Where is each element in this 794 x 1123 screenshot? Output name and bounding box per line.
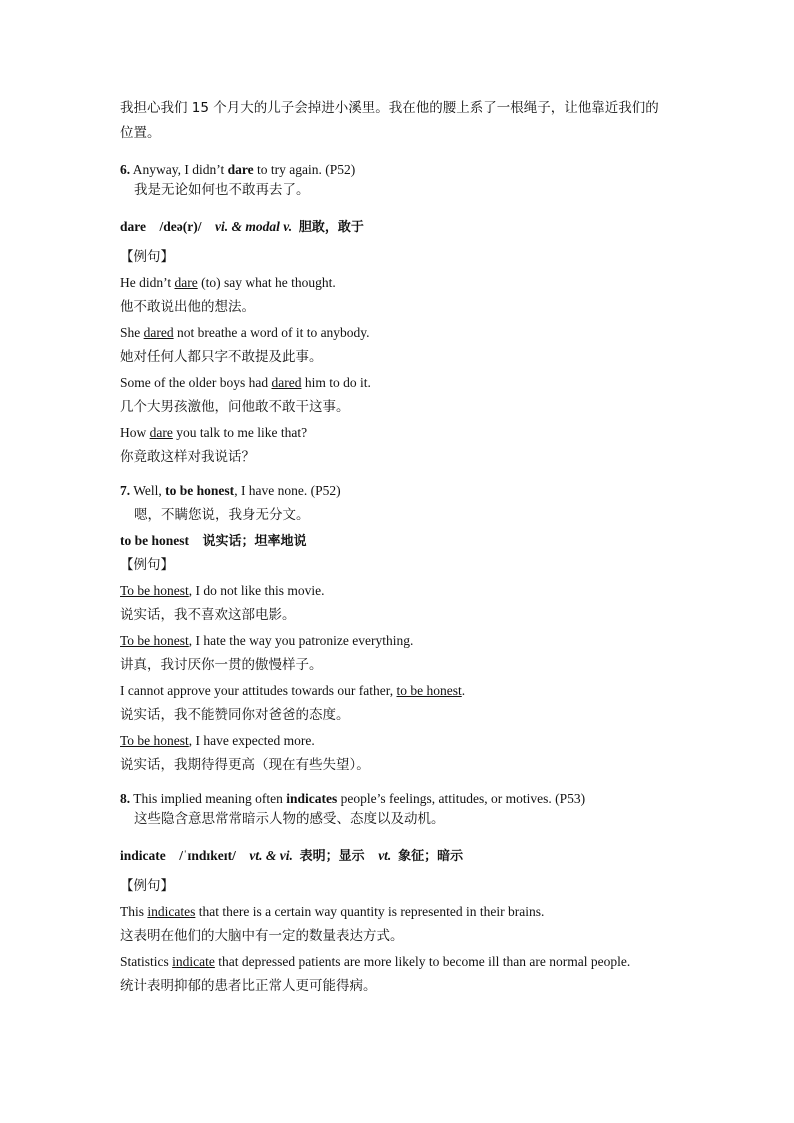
example-en: To be honest, I hate the way you patronize everything. [120, 633, 414, 648]
example-cn: 说实话，我不喜欢这部电影。 [120, 607, 296, 623]
item-6-translation: 我是无论如何也不敢再去了。 [134, 182, 310, 198]
underlined-word: To be honest [120, 733, 189, 748]
example-en: Some of the older boys had dared him to do it. [120, 375, 371, 390]
underlined-word: dared [143, 325, 174, 340]
underlined-word: to be honest [396, 683, 462, 698]
item-8-translation: 这些隐含意思常常暗示人物的感受、态度以及动机。 [134, 811, 445, 827]
underlined-word: To be honest [120, 583, 189, 598]
keyword: dare [227, 162, 254, 177]
keyword: to be honest [165, 483, 235, 498]
vocab-pos: vt. [378, 848, 392, 863]
example-cn: 说实话，我不能赞同你对爸爸的态度。 [120, 707, 350, 723]
example-cn: 他不敢说出他的想法。 [120, 299, 255, 315]
sentence-text: This implied meaning often [130, 791, 287, 806]
example-cn: 说实话，我期待得更高（现在有些失望）。 [120, 757, 370, 773]
example-cn: 她对任何人都只字不敢提及此事。 [120, 349, 323, 365]
document-page [120, 96, 690, 999]
vocab-meaning: 象征；暗示 [398, 849, 464, 864]
sentence-text: Anyway, I didn’t [130, 162, 228, 177]
vocab-meaning: 胆敢，敢于 [298, 220, 364, 235]
vocab-word: to be honest [120, 533, 190, 548]
item-6-vocab [120, 216, 690, 235]
example-en: She dared not breathe a word of it to anybody. [120, 325, 370, 340]
example-cn: 这表明在他们的大脑中有一定的数量表达方式。 [120, 928, 404, 944]
vocab-word: dare [120, 219, 146, 234]
example-label: 【例句】 [120, 557, 174, 573]
underlined-word: dared [271, 375, 302, 390]
vocab-phonetic: /ˈɪndɪkeɪt/ [179, 848, 236, 863]
vocab-meaning: 说实话；坦率地说 [202, 534, 307, 549]
item-7 [120, 478, 690, 778]
sentence-text: people’s feelings, attitudes, or motives. (P53) [337, 791, 586, 806]
keyword: indicates [286, 791, 338, 806]
example-en: I cannot approve your attitudes towards our father, to be honest. [120, 683, 466, 698]
vocab-word: indicate [120, 848, 166, 863]
item-8-vocab [120, 845, 690, 864]
intro-line-1: 我担心我们 15 个月大的儿子会掉进小溪里。我在他的腰上系了一根绳子，让他靠近我们的 [120, 100, 659, 116]
item-number: 8. [120, 791, 131, 806]
example-en: To be honest, I do not like this movie. [120, 583, 325, 598]
underlined-word: To be honest [120, 633, 189, 648]
item-number: 6. [120, 162, 131, 177]
example-cn: 你竟敢这样对我说话？ [120, 449, 255, 465]
vocab-meaning: 表明；显示 [299, 849, 365, 864]
example-en: He didn’t dare (to) say what he thought. [120, 275, 336, 290]
example-cn: 几个大男孩激他，问他敢不敢干这事。 [120, 399, 350, 415]
item-7-vocab [120, 528, 690, 553]
sentence-text: , I have none. (P52) [234, 483, 341, 498]
example-en: This indicates that there is a certain way quantity is represented in their brains. [120, 904, 545, 919]
sentence-text: Well, [130, 483, 166, 498]
underlined-word: dare [149, 425, 173, 440]
example-en: How dare you talk to me like that? [120, 425, 308, 440]
vocab-pos: vt. & vi. [249, 848, 293, 863]
item-6 [120, 157, 690, 470]
example-label: 【例句】 [120, 249, 174, 265]
example-en: To be honest, I have expected more. [120, 733, 315, 748]
item-number: 7. [120, 483, 131, 498]
example-en: Statistics indicate that depressed patients are more likely to become ill than are normal people. [120, 954, 631, 969]
item-8 [120, 786, 690, 999]
example-label: 【例句】 [120, 878, 174, 894]
example-cn: 讲真，我讨厌你一贯的傲慢样子。 [120, 657, 323, 673]
underlined-word: dare [174, 275, 198, 290]
item-7-translation: 嗯，不瞒您说，我身无分文。 [134, 507, 310, 523]
intro-paragraph [120, 96, 690, 146]
intro-line-2: 位置。 [120, 125, 161, 141]
underlined-word: indicate [172, 954, 215, 969]
sentence-text: to try again. (P52) [253, 162, 356, 177]
item-7-sentence [120, 478, 690, 503]
vocab-phonetic: /deə(r)/ [159, 219, 202, 234]
vocab-pos: vi. & modal v. [214, 219, 293, 234]
underlined-word: indicates [147, 904, 196, 919]
example-cn: 统计表明抑郁的患者比正常人更可能得病。 [120, 978, 377, 994]
